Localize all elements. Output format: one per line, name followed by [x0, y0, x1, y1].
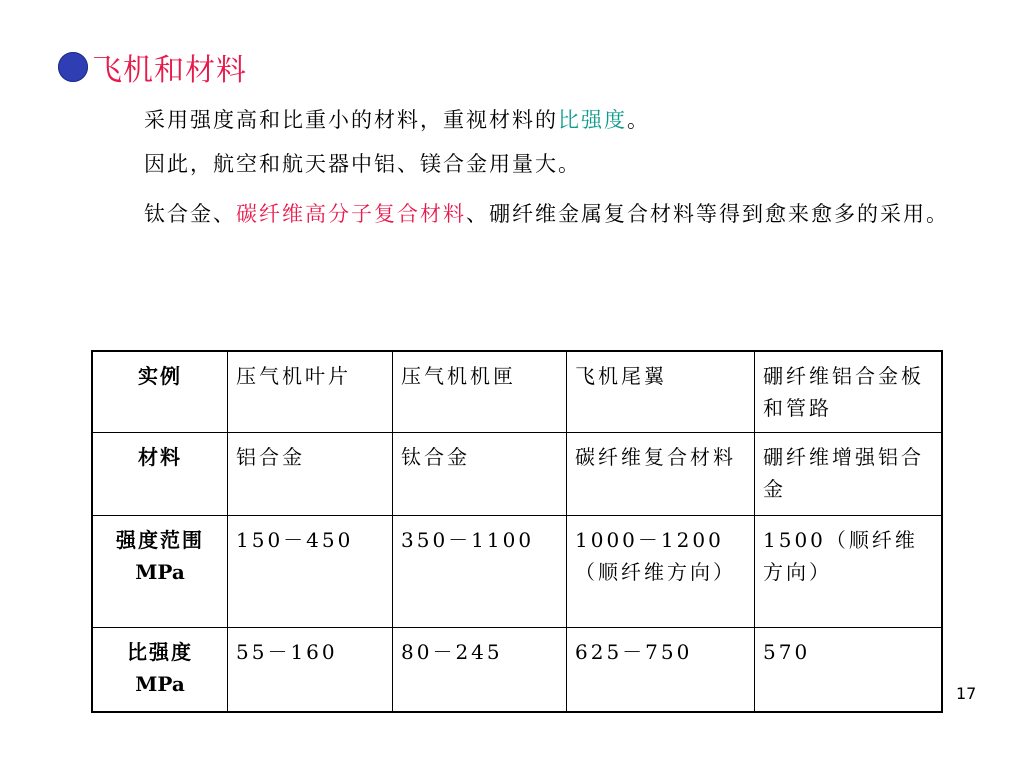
row-header: [92, 351, 228, 433]
row-header-unit: MPa: [135, 672, 185, 696]
table-cell: 1500（顺纤维方向）: [755, 516, 943, 628]
table-row: [92, 351, 942, 433]
slide-title-row: [58, 47, 247, 87]
paragraph-1-end: 。: [627, 108, 650, 132]
table-cell: 570: [755, 628, 943, 712]
table-cell: 350－1100: [393, 516, 567, 628]
slide-title: 飞机和材料: [92, 53, 247, 88]
row-header-label: 比强度: [127, 640, 193, 664]
table-row: [92, 628, 942, 712]
row-header: [92, 433, 228, 516]
table-cell: 150－450: [228, 516, 393, 628]
table-cell: 80－245: [393, 628, 567, 712]
row-header-label: 强度范围: [116, 528, 204, 552]
table-row: [92, 516, 942, 628]
table-cell: 压气机机匣: [393, 351, 567, 433]
table-cell: 压气机叶片: [228, 351, 393, 433]
bullet-icon: [58, 52, 88, 82]
table-cell: 铝合金: [228, 433, 393, 516]
row-header-unit: MPa: [135, 560, 185, 584]
table-cell: 钛合金: [393, 433, 567, 516]
specific-strength-highlight: 比强度: [558, 108, 627, 132]
paragraph-1-text: 采用强度高和比重小的材料，重视材料的: [144, 108, 558, 132]
table-cell: 硼纤维铝合金板和管路: [755, 351, 943, 433]
paragraph-2: 因此，航空和航天器中铝、镁合金用量大。: [144, 152, 581, 176]
paragraph-3-text: 钛合金、: [144, 202, 236, 226]
paragraph-3: [96, 196, 1006, 232]
materials-table: [91, 350, 943, 713]
paragraph-3-end: 、硼纤维金属复合材料等得到愈来愈多的采用。: [466, 202, 949, 226]
table-cell: 碳纤维复合材料: [567, 433, 755, 516]
page-number: 17: [956, 684, 977, 703]
table-cell: 55－160: [228, 628, 393, 712]
table-cell: 625－750: [567, 628, 755, 712]
table-cell: 硼纤维增强铝合金: [755, 433, 943, 516]
row-header: [92, 628, 228, 712]
row-header-label: 材料: [138, 445, 182, 469]
table-cell: 1000－1200（顺纤维方向）: [567, 516, 755, 628]
row-header-label: 实例: [138, 364, 182, 388]
paragraph-1: [96, 102, 1006, 138]
carbon-fiber-highlight: 碳纤维高分子复合材料: [236, 202, 466, 226]
row-header: [92, 516, 228, 628]
table-row: [92, 433, 942, 516]
table-cell: 飞机尾翼: [567, 351, 755, 433]
